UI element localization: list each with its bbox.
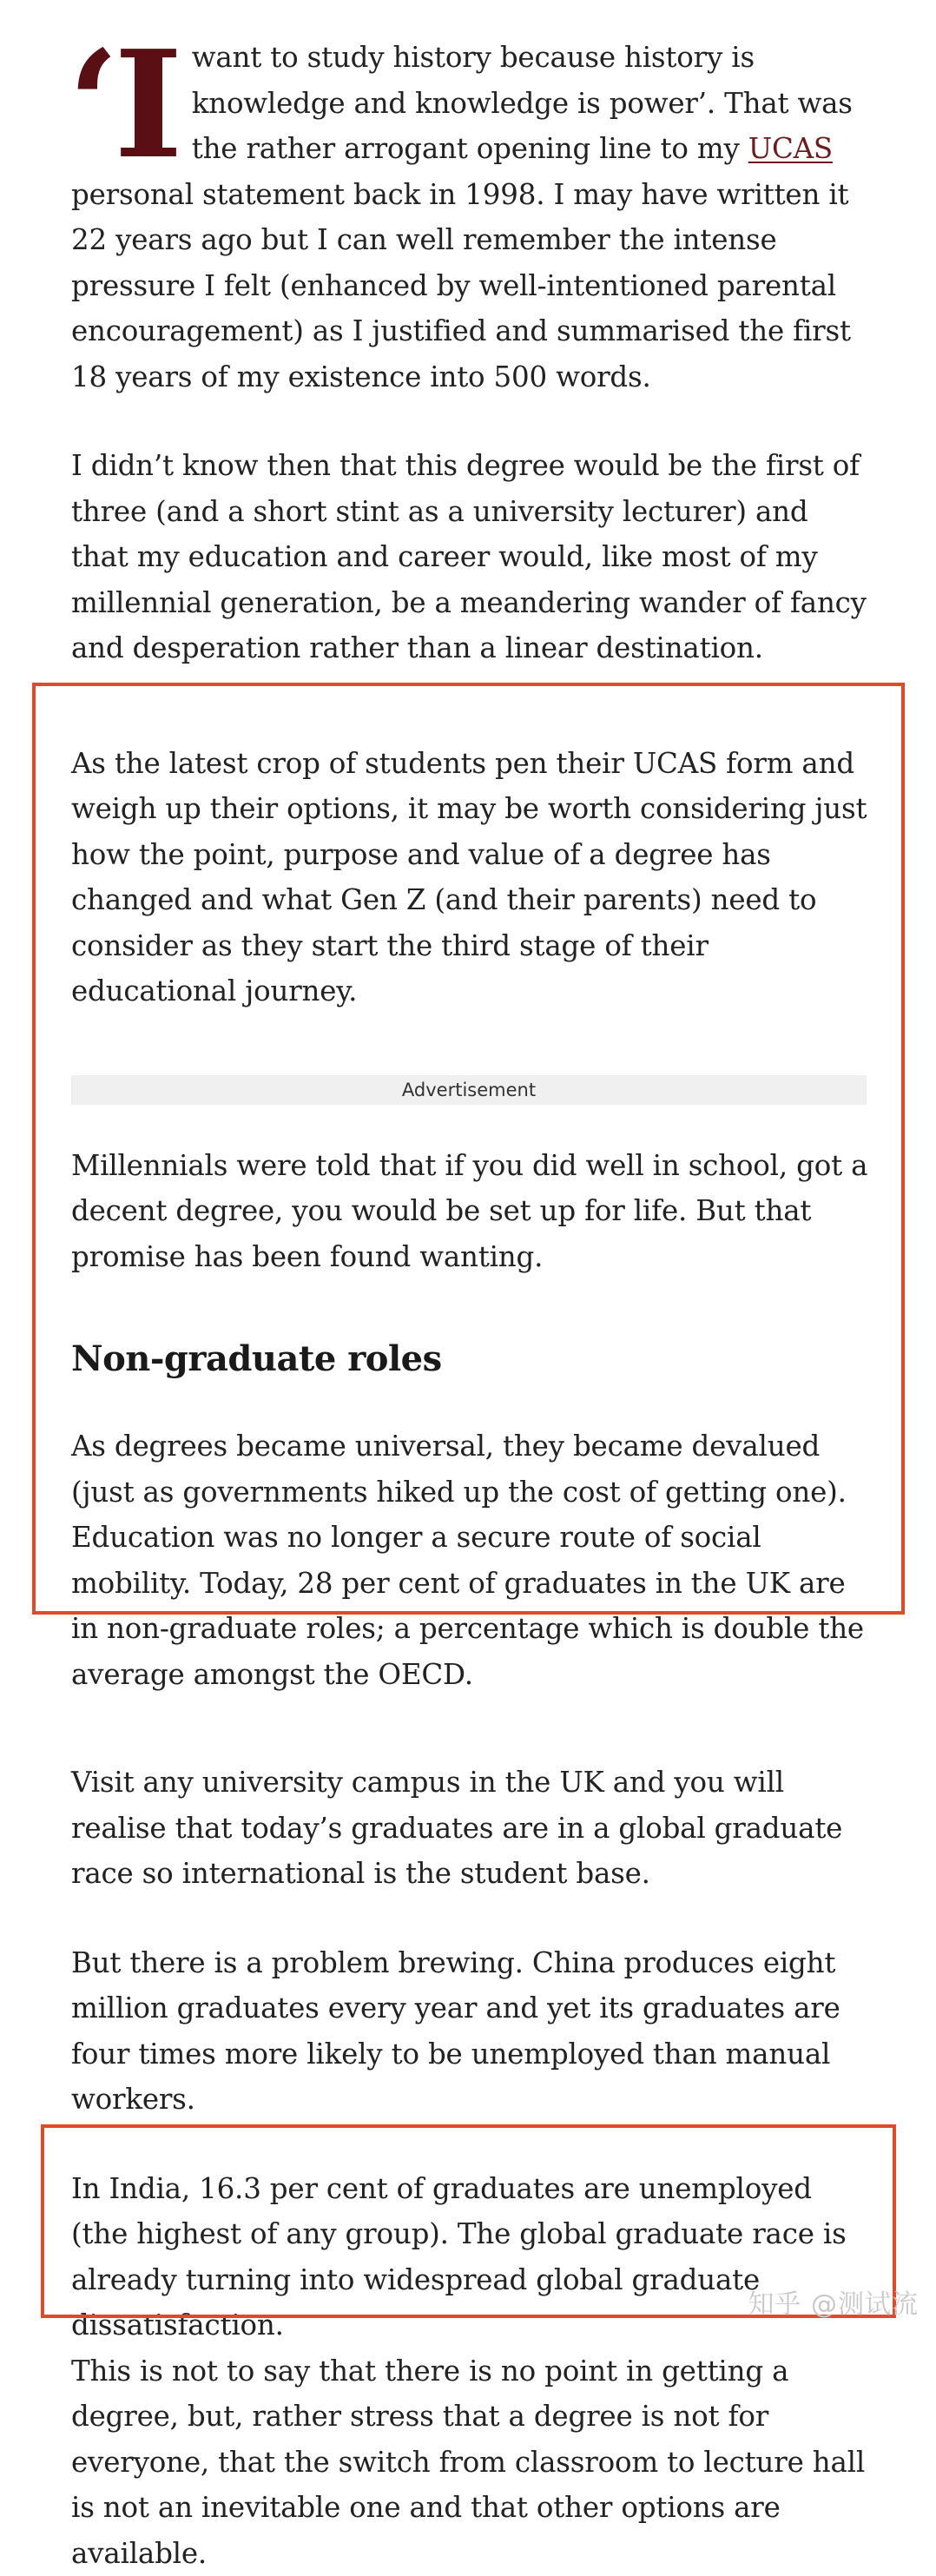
advertisement-label: Advertisement — [71, 1075, 867, 1105]
paragraph-intro — [71, 35, 870, 400]
watermark: 知乎 @测试流 — [748, 2282, 919, 2321]
paragraph-6: Visit any university campus in the UK and you will realise that today’s graduates are in a global graduate race so international is the student base. — [71, 1760, 870, 1897]
paragraph-2: I didn’t know then that this degree would be the first of three (and a short stint as a university lecturer) and that my education and career would, like most of my millennial generation, be a meandering wander of fancy and desperation rather than a linear destination. — [71, 443, 870, 671]
section-heading: Non-graduate roles — [71, 1337, 870, 1382]
paragraph-4: Millennials were told that if you did well in school, got a decent degree, you would be set up for life. But that promise has been found wanting. — [71, 1143, 870, 1280]
intro-text-start: want to study history because history is knowledge and knowledge is power’. That was the rather arrogant opening line to my — [192, 41, 853, 165]
paragraph-8: In India, 16.3 per cent of graduates are unemployed (the highest of any group). The global graduate race is already turning into widespread global graduate dissatisfaction. — [71, 2166, 870, 2348]
paragraph-5: As degrees became universal, they became devalued (just as governments hiked up the cost of getting one). Education was no longer a secure route of social mobility. Today, 28 per cent of graduates in the UK are in non-graduate roles; a percentage which is double the average amongst the OECD. — [71, 1423, 870, 1697]
paragraph-7: But there is a problem brewing. China produces eight million graduates every year and yet its graduates are four times more likely to be unemployed than manual workers. — [71, 1940, 870, 2123]
paragraph-3: As the latest crop of students pen their UCAS form and weigh up their options, it may be worth considering just how the point, purpose and value of a degree has changed and what Gen Z (and their parents) need to consider as they start the third stage of their educational journey. — [71, 741, 870, 1014]
paragraph-9: This is not to say that there is no point in getting a degree, but, rather stress that a degree is not for everyone, that the switch from classroom to lecture hall is not an inevitable one and that other options are available. — [71, 2348, 870, 2576]
intro-text-end: personal statement back in 1998. I may have written it 22 years ago but I can well remember the intense pressure I felt (enhanced by well-intentioned parental encouragement) as I justified and summarised the first 18 years of my existence into 500 words. — [71, 178, 851, 393]
ucas-link[interactable]: UCAS — [748, 132, 833, 165]
drop-cap: ‘I — [68, 40, 178, 170]
article-body — [71, 35, 870, 2576]
